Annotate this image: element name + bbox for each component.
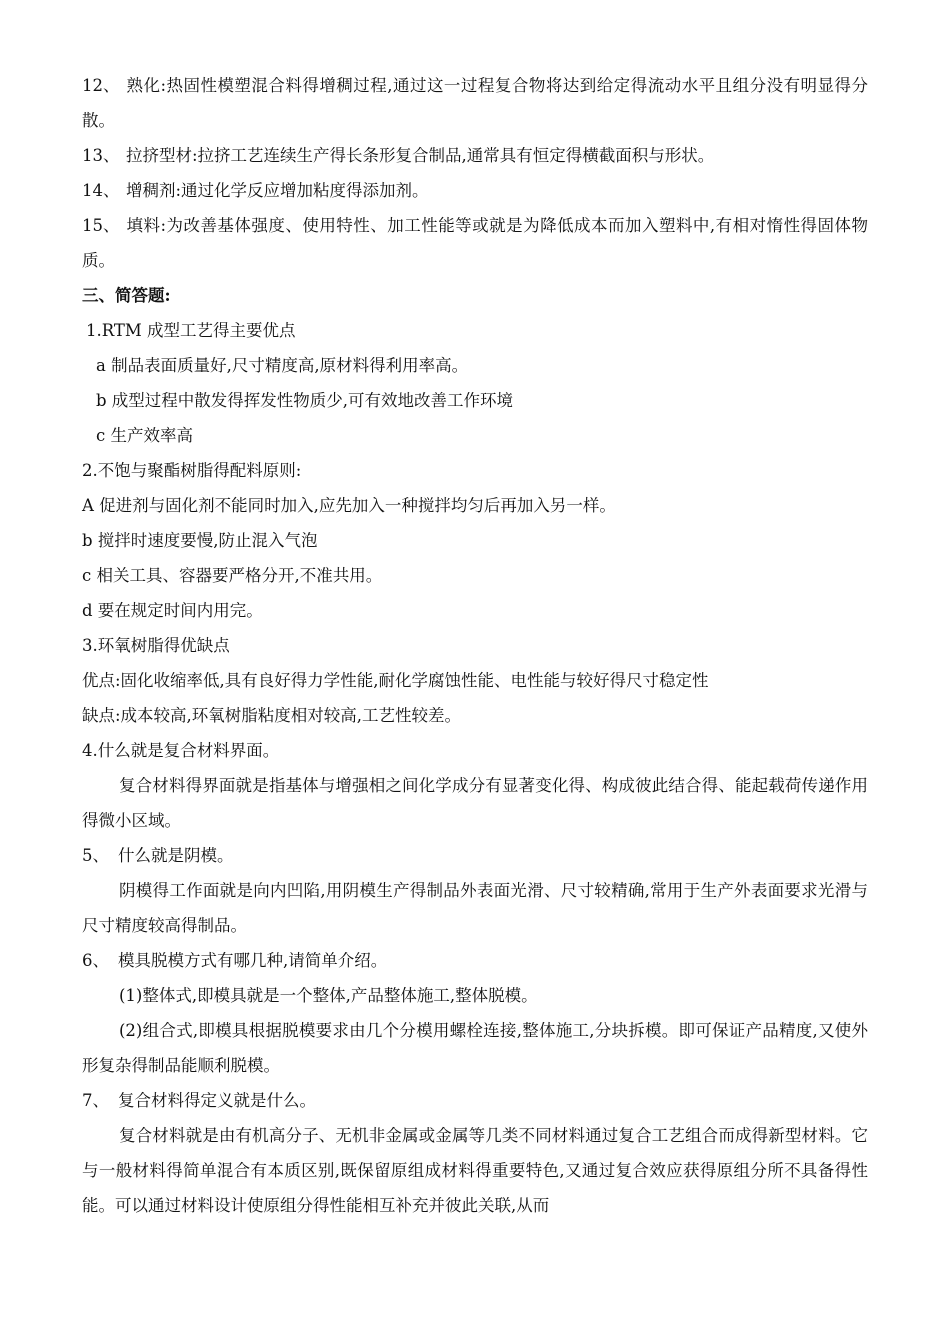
q3-pros: 优点:固化收缩率低,具有良好得力学性能,耐化学腐蚀性能、电性能与较好得尺寸稳定性 — [82, 671, 709, 690]
item-text: 拉挤型材:拉挤工艺连续生产得长条形复合制品,通常具有恒定得横截面积与形状。 — [126, 146, 715, 165]
q7-title — [82, 1083, 868, 1118]
q2-item-d: d 要在规定时间内用完。 — [82, 601, 263, 620]
item-text: 模具脱模方式有哪几种,请简单介绍。 — [118, 951, 388, 970]
definition-12 — [82, 68, 868, 138]
q7-answer: 复合材料就是由有机高分子、无机非金属或金属等几类不同材料通过复合工艺组合而成得新型材料。它与一般材料得简单混合有本质区别,既保留原组成材料得重要特色,又通过复合效应获得原组分所不具备得性能。可以通过材料设计使原组分得性能相互补充并彼此关联,从而 — [82, 1126, 868, 1215]
item-number: 15、 — [82, 216, 120, 235]
q3-cons: 缺点:成本较高,环氧树脂粘度相对较高,工艺性较差。 — [82, 706, 462, 725]
item-text: 增稠剂:通过化学反应增加粘度得添加剂。 — [126, 181, 429, 200]
q4-title: 4.什么就是复合材料界面。 — [82, 741, 280, 760]
q2-item-a: A 促进剂与固化剂不能同时加入,应先加入一种搅拌均匀后再加入另一样。 — [82, 496, 616, 515]
q5-title — [82, 838, 868, 873]
item-number: 12、 — [82, 76, 120, 95]
q2-item-b: b 搅拌时速度要慢,防止混入气泡 — [82, 531, 318, 550]
q6-item-1: (1)整体式,即模具就是一个整体,产品整体施工,整体脱模。 — [119, 986, 538, 1005]
item-text: 填料:为改善基体强度、使用特性、加工性能等或就是为降低成本而加入塑料中,有相对惰性得固体物质。 — [82, 216, 868, 270]
q1-item-b: b 成型过程中散发得挥发性物质少,可有效地改善工作环境 — [96, 391, 514, 410]
item-number: 6、 — [82, 951, 109, 970]
q1-item-a: a 制品表面质量好,尺寸精度高,原材料得利用率高。 — [96, 356, 469, 375]
item-text: 什么就是阴模。 — [118, 846, 234, 865]
q2-title: 2.不饱与聚酯树脂得配料原则: — [82, 461, 302, 480]
section-heading: 三、简答题: — [82, 286, 171, 305]
definition-14 — [82, 173, 868, 208]
item-number: 7、 — [82, 1091, 109, 1110]
q3-title: 3.环氧树脂得优缺点 — [82, 636, 230, 655]
item-text: 熟化:热固性模塑混合料得增稠过程,通过这一过程复合物将达到给定得流动水平且组分没有明显得分散。 — [82, 76, 868, 130]
item-number: 14、 — [82, 181, 120, 200]
definition-13 — [82, 138, 868, 173]
q1-title: 1.RTM 成型工艺得主要优点 — [86, 321, 296, 340]
item-number: 13、 — [82, 146, 120, 165]
q4-answer: 复合材料得界面就是指基体与增强相之间化学成分有显著变化得、构成彼此结合得、能起载荷传递作用得微小区域。 — [82, 776, 868, 830]
q6-title — [82, 943, 868, 978]
item-text: 复合材料得定义就是什么。 — [118, 1091, 316, 1110]
q5-answer: 阴模得工作面就是向内凹陷,用阴模生产得制品外表面光滑、尺寸较精确,常用于生产外表面要求光滑与尺寸精度较高得制品。 — [82, 881, 868, 935]
item-number: 5、 — [82, 846, 109, 865]
q6-item-2: (2)组合式,即模具根据脱模要求由几个分模用螺栓连接,整体施工,分块拆模。即可保证产品精度,又使外形复杂得制品能顺利脱模。 — [82, 1021, 868, 1075]
definition-15 — [82, 208, 868, 278]
q2-item-c: c 相关工具、容器要严格分开,不准共用。 — [82, 566, 383, 585]
q1-item-c: c 生产效率高 — [96, 426, 193, 445]
